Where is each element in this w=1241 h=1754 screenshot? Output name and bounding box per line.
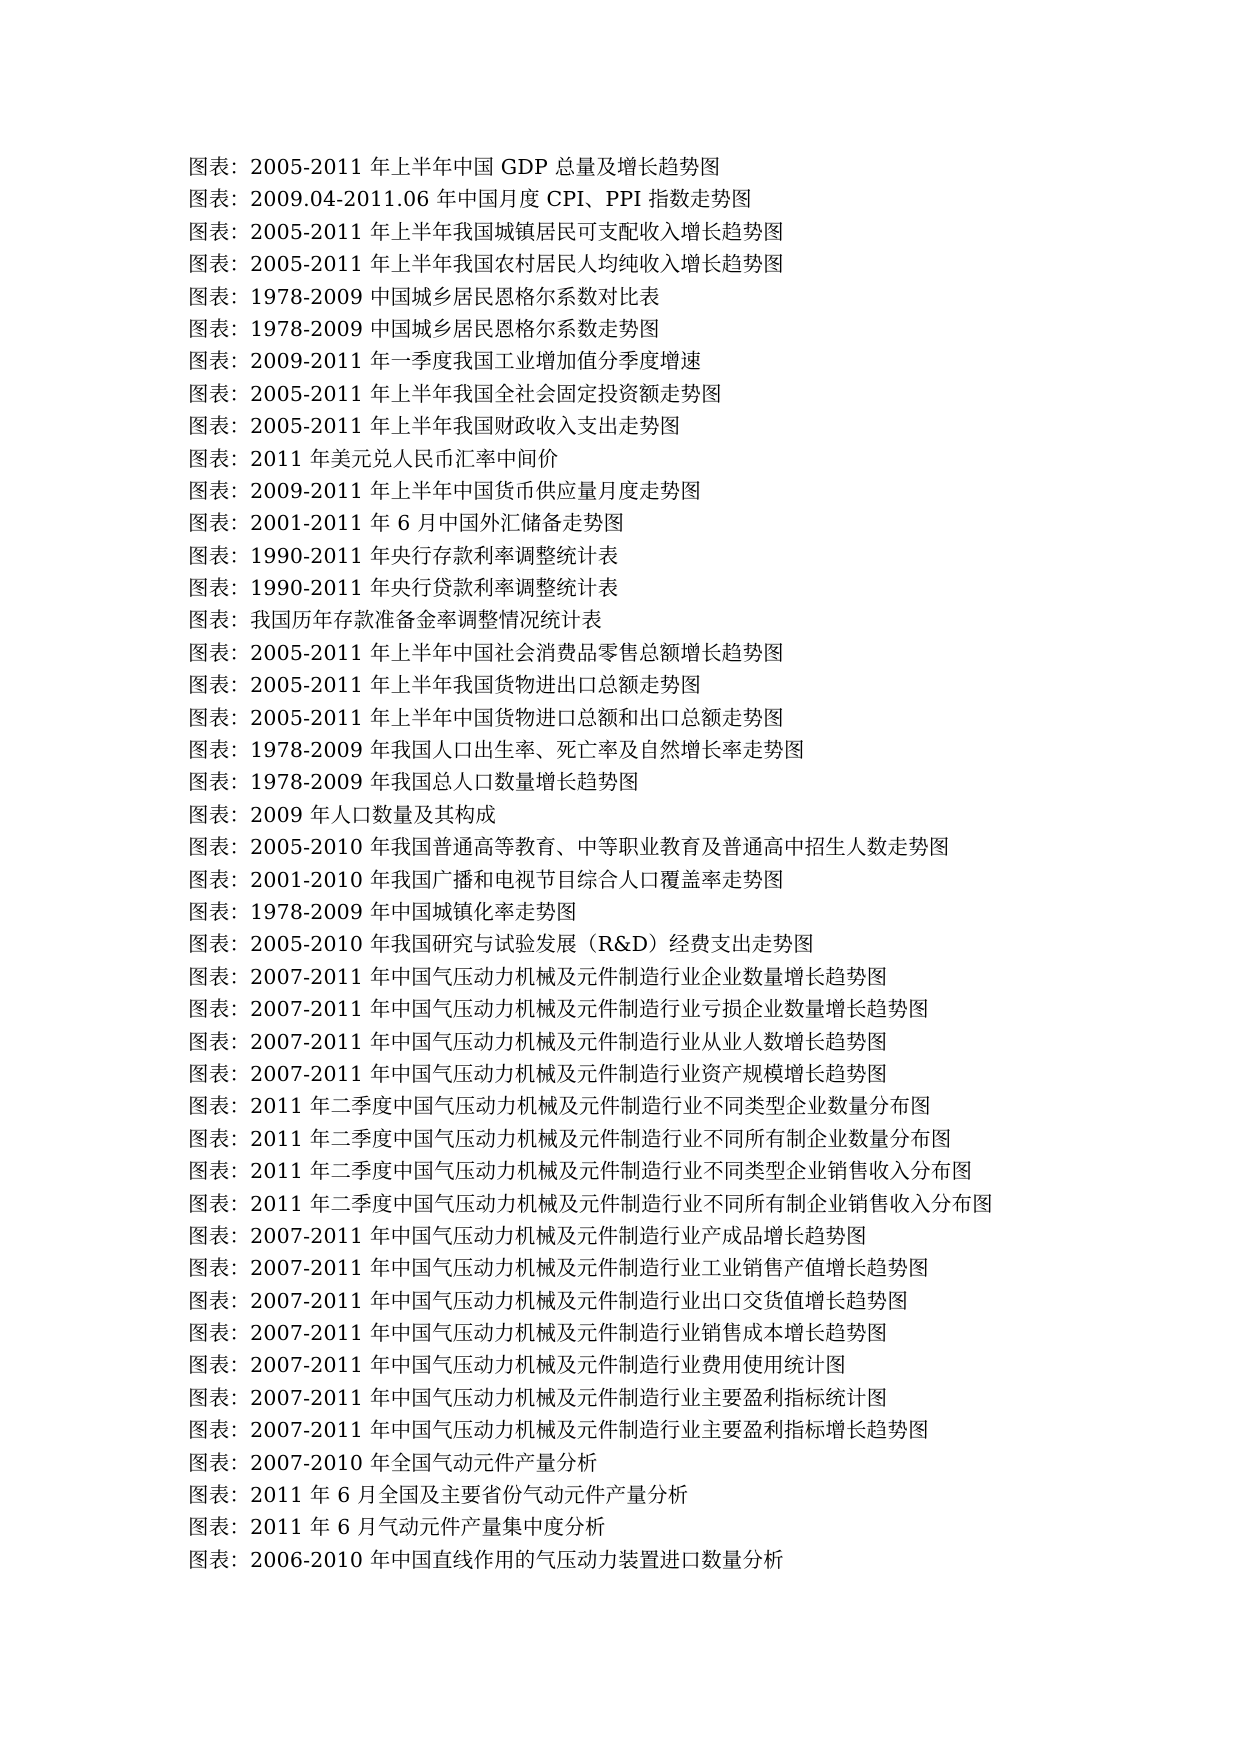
figure-list-item: 图表：2007-2011 年中国气压动力机械及元件制造行业销售成本增长趋势图 (188, 1321, 888, 1346)
figure-list-item: 图表：2007-2011 年中国气压动力机械及元件制造行业企业数量增长趋势图 (188, 964, 888, 989)
figure-list-item: 图表：1978-2009 中国城乡居民恩格尔系数对比表 (188, 284, 660, 309)
figure-list (188, 151, 1188, 1576)
figure-list-item: 图表：2007-2011 年中国气压动力机械及元件制造行业工业销售产值增长趋势图 (188, 1256, 929, 1281)
figure-list-item: 图表：2009 年人口数量及其构成 (188, 802, 497, 827)
figure-list-item: 图表：2007-2011 年中国气压动力机械及元件制造行业从业人数增长趋势图 (188, 1029, 888, 1054)
figure-list-item: 图表：2005-2010 年我国普通高等教育、中等职业教育及普通高中招生人数走势图 (188, 835, 950, 860)
figure-list-item: 图表：2005-2011 年上半年中国 GDP 总量及增长趋势图 (188, 155, 721, 179)
figure-list-item: 图表：我国历年存款准备金率调整情况统计表 (188, 608, 602, 633)
figure-list-item: 图表：1990-2011 年央行存款利率调整统计表 (188, 543, 619, 568)
figure-list-item: 图表：2007-2011 年中国气压动力机械及元件制造行业出口交货值增长趋势图 (188, 1288, 909, 1313)
figure-list-item: 图表：2005-2011 年上半年我国农村居民人均纯收入增长趋势图 (188, 252, 784, 277)
figure-list-item: 图表：2006-2010 年中国直线作用的气压动力装置进口数量分析 (188, 1547, 784, 1572)
figure-list-item: 图表：2007-2011 年中国气压动力机械及元件制造行业产成品增长趋势图 (188, 1223, 867, 1248)
figure-list-item: 图表：2007-2011 年中国气压动力机械及元件制造行业主要盈利指标统计图 (188, 1385, 888, 1410)
figure-list-item: 图表：2009.04-2011.06 年中国月度 CPI、PPI 指数走势图 (188, 187, 752, 212)
figure-list-item: 图表：2005-2010 年我国研究与试验发展（R&D）经费支出走势图 (188, 932, 814, 957)
figure-list-item: 图表：2011 年 6 月全国及主要省份气动元件产量分析 (188, 1483, 689, 1508)
figure-list-item: 图表：2011 年二季度中国气压动力机械及元件制造行业不同所有制企业销售收入分布图 (188, 1191, 993, 1216)
figure-list-item: 图表：1978-2009 年我国总人口数量增长趋势图 (188, 770, 639, 795)
figure-list-item: 图表：2011 年 6 月气动元件产量集中度分析 (188, 1515, 606, 1540)
figure-list-item: 图表：2001-2011 年 6 月中国外汇储备走势图 (188, 511, 625, 536)
figure-list-item: 图表：2009-2011 年上半年中国货币供应量月度走势图 (188, 478, 702, 503)
figure-list-item: 图表：2007-2010 年全国气动元件产量分析 (188, 1450, 598, 1475)
figure-list-item: 图表：2007-2011 年中国气压动力机械及元件制造行业费用使用统计图 (188, 1353, 846, 1378)
figure-list-item: 图表：2005-2011 年上半年我国全社会固定投资额走势图 (188, 381, 722, 406)
figure-list-item: 图表：2009-2011 年一季度我国工业增加值分季度增速 (188, 349, 702, 374)
figure-list-item: 图表：2005-2011 年上半年中国货物进口总额和出口总额走势图 (188, 705, 784, 730)
figure-list-item: 图表：2005-2011 年上半年我国货物进出口总额走势图 (188, 673, 702, 698)
figure-list-item: 图表：2001-2010 年我国广播和电视节目综合人口覆盖率走势图 (188, 867, 784, 892)
figure-list-item: 图表：1978-2009 年中国城镇化率走势图 (188, 899, 577, 924)
figure-list-item: 图表：2011 年二季度中国气压动力机械及元件制造行业不同类型企业销售收入分布图 (188, 1159, 973, 1184)
figure-list-item: 图表：1978-2009 年我国人口出生率、死亡率及自然增长率走势图 (188, 738, 805, 763)
figure-list-item: 图表：2007-2011 年中国气压动力机械及元件制造行业亏损企业数量增长趋势图 (188, 997, 929, 1022)
figure-list-item: 图表：1990-2011 年央行贷款利率调整统计表 (188, 576, 619, 601)
figure-list-item: 图表：2005-2011 年上半年中国社会消费品零售总额增长趋势图 (188, 640, 784, 665)
figure-list-item: 图表：2011 年美元兑人民币汇率中间价 (188, 446, 559, 471)
figure-list-item: 图表：1978-2009 中国城乡居民恩格尔系数走势图 (188, 316, 660, 341)
figure-list-item: 图表：2007-2011 年中国气压动力机械及元件制造行业资产规模增长趋势图 (188, 1061, 888, 1086)
figure-list-item: 图表：2005-2011 年上半年我国财政收入支出走势图 (188, 414, 681, 439)
figure-list-item: 图表：2011 年二季度中国气压动力机械及元件制造行业不同类型企业数量分布图 (188, 1094, 931, 1119)
figure-list-item: 图表：2011 年二季度中国气压动力机械及元件制造行业不同所有制企业数量分布图 (188, 1126, 952, 1151)
figure-list-item: 图表：2005-2011 年上半年我国城镇居民可支配收入增长趋势图 (188, 219, 784, 244)
figure-list-item: 图表：2007-2011 年中国气压动力机械及元件制造行业主要盈利指标增长趋势图 (188, 1418, 929, 1443)
